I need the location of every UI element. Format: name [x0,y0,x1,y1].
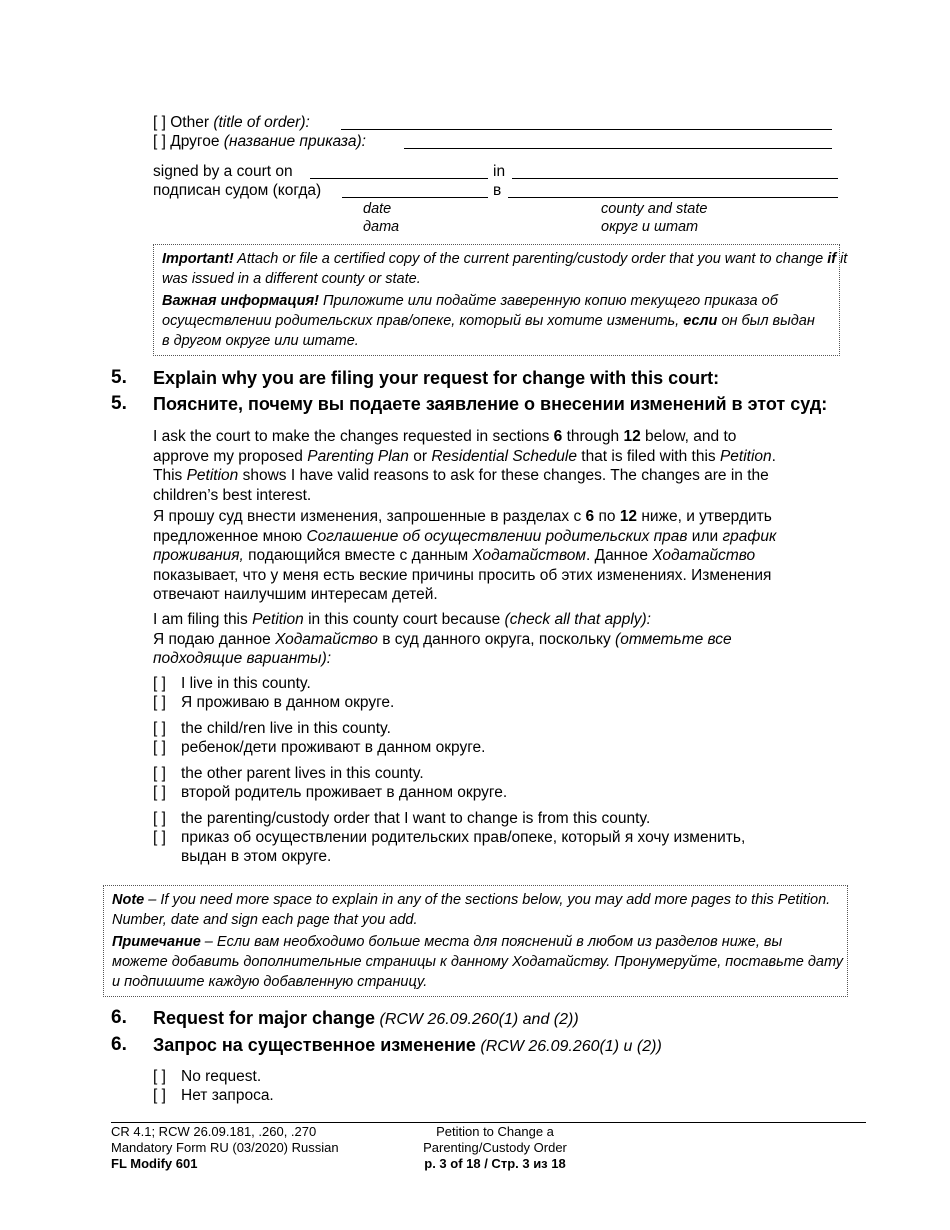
note-text: – Если вам необходимо больше места для пояснений в любом из разделов ниже, вы [200,934,783,950]
option-label: второй родитель проживает в данном округе. [181,784,508,801]
checkbox[interactable]: [ ] [153,784,166,801]
text: shows I have valid reasons to ask for these changes. The changes are in the [238,467,769,484]
section-6-number-ru: 6. [111,1034,127,1055]
in-label-en: in [493,163,506,180]
other-label-en: [ ] Other [153,114,209,131]
section-6-title-en [153,1007,579,1031]
text: This [153,467,187,484]
option-no-request-ru[interactable] [153,1086,274,1105]
footer-title-1: Petition to Change a [436,1124,554,1139]
important-text: осуществлении родительских прав/опеке, который вы хотите изменить, [162,313,684,329]
section-ref: 6 [585,508,595,525]
text: по [594,508,620,525]
signed-label-ru: подписан судом (когда) [153,182,322,199]
section-ref: 12 [623,428,641,445]
text: . Данное [585,547,653,564]
checkbox[interactable]: [ ] [153,829,166,846]
footer-page-number: p. 3 of 18 / Стр. 3 из 18 [424,1156,566,1171]
important-if: if [827,251,837,267]
county-state-field-ru[interactable] [508,197,838,198]
option-label: the child/ren live in this county. [181,720,391,737]
important-label-ru: Важная информация! [162,293,319,309]
checkbox[interactable]: [ ] [153,675,166,692]
option-other-parent-county-ru[interactable] [153,783,507,802]
text: children’s best interest. [153,486,312,504]
option-no-request-en[interactable] [153,1067,261,1086]
important-text: Приложите или подайте заверенную копию текущего приказа об [318,293,778,309]
text: проживания, [153,547,244,564]
note-line-1 [112,890,830,910]
option-other-parent-county-en[interactable] [153,764,424,783]
important-text: Attach or file a certified copy of the current parenting/custody order that you want to change [233,251,828,267]
option-label: I live in this county. [181,675,311,692]
option-children-county-ru[interactable] [153,738,485,757]
text: Запрос на существенное изменение [153,1035,476,1055]
option-label: Нет запроса. [181,1087,274,1104]
other-hint-ru: (название приказа): [223,133,366,150]
footer-form-version: Mandatory Form RU (03/2020) Russian [111,1140,339,1155]
checkbox[interactable]: [ ] [153,765,166,782]
section-6-number: 6. [111,1007,127,1028]
text: (RCW 26.09.260(1) и (2)) [475,1038,662,1055]
checkbox[interactable]: [ ] [153,810,166,827]
section-5-title-ru: Поясните, почему вы подаете заявление о внесении изменений в этот суд: [153,394,828,414]
text: (check all that apply): [504,611,651,628]
important-text: он был выдан [717,313,815,329]
option-label: the parenting/custody order that I want to change is from this county. [181,810,651,827]
county-state-field[interactable] [512,178,838,179]
note-line-3 [112,932,782,952]
option-order-county-ru[interactable] [153,828,745,847]
option-order-county-en[interactable] [153,809,650,828]
checkbox[interactable]: [ ] [153,720,166,737]
note-line-5: и подпишите каждую добавленную страницу. [112,974,428,990]
text: Parenting Plan [307,447,409,465]
option-live-county-ru[interactable] [153,693,394,712]
option-label: ребенок/дети проживают в данном округе. [181,739,486,756]
text: Request for major change [153,1008,376,1028]
other-title-field-en[interactable] [341,129,832,130]
note-label-ru: Примечание [112,934,201,950]
text: предложенное мною [153,527,307,545]
county-caption-en: county and state [601,201,708,217]
important-line-5: в другом округе или штате. [162,333,359,349]
text: отвечают наилучшим интересам детей. [153,586,438,603]
option-label-continued: выдан в этом округе. [181,848,332,865]
option-label: No request. [181,1068,262,1085]
checkbox[interactable]: [ ] [153,694,166,711]
text: Ходатайство [275,630,378,648]
option-label: Я проживаю в данном округе. [181,694,395,711]
checkbox[interactable]: [ ] [153,1087,166,1104]
section-ref: 12 [619,508,638,525]
important-line-1 [162,249,847,269]
text: подающийся вместе с данным [243,547,473,564]
text: график [722,527,777,545]
option-label: приказ об осуществлении родительских прав/опеке, который я хочу изменить, [181,829,746,846]
footer-form-id: FL Modify 601 [111,1156,198,1171]
note-text: – If you need more space to explain in any of the sections below, you may add more pages to this Petition. [144,892,831,908]
other-title-field-ru[interactable] [404,148,832,149]
option-live-county-en[interactable] [153,674,311,693]
text: in this county court because [303,611,505,628]
section-5-number-ru: 5. [111,393,127,414]
text: Я прошу суд внести изменения, запрошенные в разделах с [153,508,586,525]
important-label-en: Important! [162,251,234,267]
text: through [562,428,624,445]
section-5-title-en: Explain why you are filing your request for change with this court: [153,368,720,388]
text: Petition [252,611,304,628]
text: Ходатайством [472,547,586,564]
text: Petition [719,447,772,465]
note-label-en: Note [112,892,145,908]
date-caption-en: date [363,201,392,217]
other-order-option-ru [153,132,366,151]
other-hint-en: (title of order): [213,114,310,131]
text: в суд данного округа, поскольку [377,630,616,648]
note-line-2: Number, date and sign each page that you add. [112,912,418,928]
text: показывает, что у меня есть веские причины просить об этих изменениях. Изменения [153,566,772,584]
footer-divider [111,1122,866,1123]
important-line-4 [162,311,815,331]
county-caption-ru: округ и штат [601,219,699,235]
important-if-ru: если [683,313,718,329]
section-5-number: 5. [111,367,127,388]
text: that is filed with this [576,447,720,465]
checkbox[interactable]: [ ] [153,1068,166,1085]
signed-date-field[interactable] [310,178,488,179]
text: Соглашение об осуществлении родительских прав [306,527,688,545]
text: (отметьте все [615,630,732,648]
important-text: it [836,251,848,267]
section-5-paragraph-ru [153,507,853,605]
text: Ходатайство [652,547,756,564]
footer-citation: CR 4.1; RCW 26.09.181, .260, .270 [111,1124,317,1139]
section-ref: 6 [553,428,563,445]
date-caption-ru: дата [363,219,400,235]
important-line-3 [162,291,778,311]
in-label-ru: в [493,182,502,199]
text: . [771,447,776,465]
signed-date-field-ru[interactable] [342,197,488,198]
filing-reason-intro [153,610,853,669]
option-label: the other parent lives in this county. [181,765,424,782]
text: ниже, и утвердить [637,508,772,525]
option-children-county-en[interactable] [153,719,391,738]
text: or [408,447,432,465]
important-line-2: was issued in a different county or state. [162,271,421,287]
text: Residential Schedule [431,447,577,465]
checkbox[interactable]: [ ] [153,739,166,756]
footer-title-2: Parenting/Custody Order [423,1140,567,1155]
text: below, and to [640,428,737,445]
section-6-title-ru [153,1034,662,1058]
text: или [687,527,723,545]
text: I am filing this [153,611,253,628]
other-label-ru: [ ] Другое [153,133,220,150]
section-5-paragraph-en [153,427,853,505]
signed-label-en: signed by a court on [153,163,293,180]
text: подходящие варианты): [153,650,332,667]
text: approve my proposed [153,447,308,465]
text: Petition [186,467,239,484]
other-order-option-en [153,113,310,132]
text: Я подаю данное [153,630,276,648]
note-line-4: можете добавить дополнительные страницы к данному Ходатайству. Пронумеруйте, поставьте дату [112,954,843,970]
text: (RCW 26.09.260(1) and (2)) [375,1011,579,1028]
text: I ask the court to make the changes requested in sections [153,428,554,445]
